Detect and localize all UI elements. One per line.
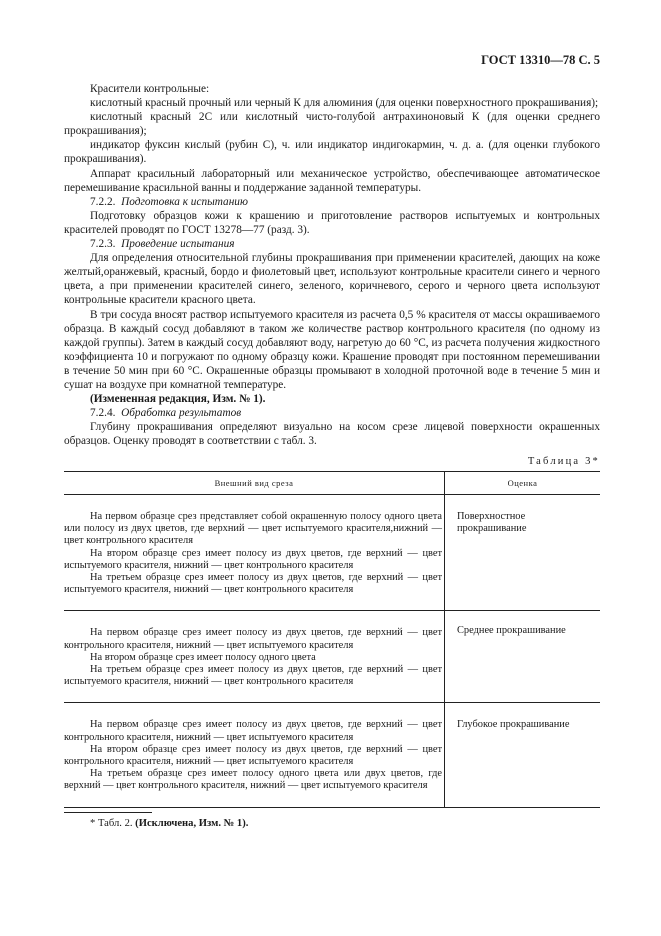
table-row	[64, 495, 600, 611]
table-3	[64, 471, 600, 808]
cut-description-cell	[64, 495, 445, 611]
column-header-appearance: Внешний вид среза	[64, 472, 445, 495]
section-title: Подготовка к испытанию	[121, 195, 248, 208]
table-row	[64, 611, 600, 703]
cut-line: На первом образце срез представляет собой окрашенную полосу одного цвета или полосу из двух цветов, где верхний — цвет испытуемого красителя,нижний — цвет контрольного красителя	[64, 511, 442, 547]
cut-line: На третьем образце срез имеет полосу из двух цветов, где верхний — цвет испытуемого красителя, нижний — цвет контрольного красителя	[64, 664, 442, 688]
cut-line: На первом образце срез имеет полосу из двух цветов, где верхний — цвет контрольного красителя, нижний — цвет испытуемого красителя	[64, 627, 442, 651]
section-number: 7.2.4.	[90, 407, 116, 420]
paragraph-dyes-heading: Красители контрольные:	[90, 83, 210, 95]
paragraph-apparatus: Аппарат красильный лабораторный или механическое устройство, обеспечивающее автоматическое перемешивание красильной ванны и поддержание заданной температуры.	[64, 167, 600, 194]
grade-cell	[445, 611, 601, 703]
cut-description-cell	[64, 611, 445, 703]
footnote	[90, 818, 248, 829]
cut-line: На третьем образце срез имеет полосу из двух цветов, где верхний — цвет испытуемого красителя, нижний — цвет контрольного красителя	[64, 572, 442, 596]
section-title: Проведение испытания	[121, 238, 235, 251]
grade-cell	[445, 495, 601, 611]
section-title: Обработка результатов	[121, 407, 242, 420]
table-row	[64, 703, 600, 807]
cut-line: На втором образце срез имеет полосу одного цвета	[90, 651, 316, 663]
table-caption: Таблица 3*	[527, 456, 600, 467]
cut-line: На третьем образце срез имеет полосу одного цвета или двух цветов, где верхний — цвет контрольного красителя, нижний — цвет испытуемого красителя	[64, 768, 442, 792]
table-header-row	[64, 472, 600, 495]
column-header-grade: Оценка	[445, 472, 601, 495]
cut-line: На первом образце срез имеет полосу из двух цветов, где верхний — цвет контрольного красителя, нижний — цвет испытуемого красителя	[64, 719, 442, 743]
footnote-text: * Табл. 2.	[90, 818, 136, 829]
paragraph-dye-medium: кислотный красный 2С или кислотный чисто-голубой антрахиноновый К (для оценки среднего прокрашивания);	[64, 111, 600, 138]
paragraph-amendment: (Измененная редакция, Изм. № 1).	[90, 393, 266, 406]
grade-text: Среднее прокрашивание	[457, 625, 566, 637]
section-7-2-3-heading	[64, 237, 600, 251]
section-7-2-2-heading	[64, 195, 600, 209]
document-body	[64, 82, 600, 448]
paragraph-preparation: Подготовку образцов кожи к крашению и приготовление растворов испытуемых и контрольных красителей проводят по ГОСТ 13278—77 (разд. 3).	[64, 209, 600, 236]
footnote-amendment: (Исключена, Изм. № 1).	[135, 818, 249, 829]
page-header: ГОСТ 13310—78 С. 5	[481, 53, 600, 67]
grade-cell	[445, 703, 601, 807]
grade-text: Поверхностное прокрашивание	[457, 511, 527, 535]
paragraph-dye-surface: кислотный красный прочный или черный К для алюминия (для оценки поверхностного прокрашивания);	[90, 97, 599, 110]
section-7-2-4-heading	[64, 406, 600, 420]
paragraph-method: Для определения относительной глубины прокрашивания при применении красителей, дающих на коже желтый,оранжевый, красный, бордо и фиолетовый цвет, используют контрольные красители синего и черного цвета, а при применении красителей синего, зеленого, коричневого, серого и черного цвета используют контрольные красители красного цвета.	[64, 252, 600, 307]
cut-line: На втором образце срез имеет полосу из двух цветов, где верхний — цвет контрольного красителя, нижний — цвет испытуемого красителя	[64, 743, 442, 768]
paragraph-dye-deep: индикатор фуксин кислый (рубин С), ч. или индикатор индигокармин, ч. д. а. (для оценки глубокого прокрашивания).	[64, 139, 600, 166]
footnote-separator	[64, 812, 152, 813]
cut-description-cell	[64, 703, 445, 807]
paragraph-evaluation: Глубину прокрашивания определяют визуально на косом срезе лицевой поверхности окрашенных образцов. Оценку проводят в соответствии с табл. 3.	[64, 421, 600, 448]
section-number: 7.2.3.	[90, 238, 116, 251]
paragraph-procedure: В три сосуда вносят раствор испытуемого красителя из расчета 0,5 % красителя от массы окрашиваемого образца. В каждый сосуд добавляют в таком же количестве раствор контрольного красителя (по одному из каждой группы). Затем в каждый сосуд добавляют воду, нагретую до 60 °С, из расчета получения жидкостного коэффициента 10 и погружают по одному образцу кожи. Крашение проводят при постоянном перемешивании в течение 50 мин при 60 °С. Окрашенные образцы промывают в холодной проточной воде в течение 5 мин и сушат на воздухе при комнатной температуре.	[64, 308, 600, 391]
section-number: 7.2.2.	[90, 195, 116, 208]
grade-text: Глубокое прокрашивание	[457, 719, 570, 731]
cut-line: На втором образце срез имеет полосу из двух цветов, где верхний — цвет испытуемого красителя, нижний — цвет контрольного красителя	[64, 547, 442, 571]
